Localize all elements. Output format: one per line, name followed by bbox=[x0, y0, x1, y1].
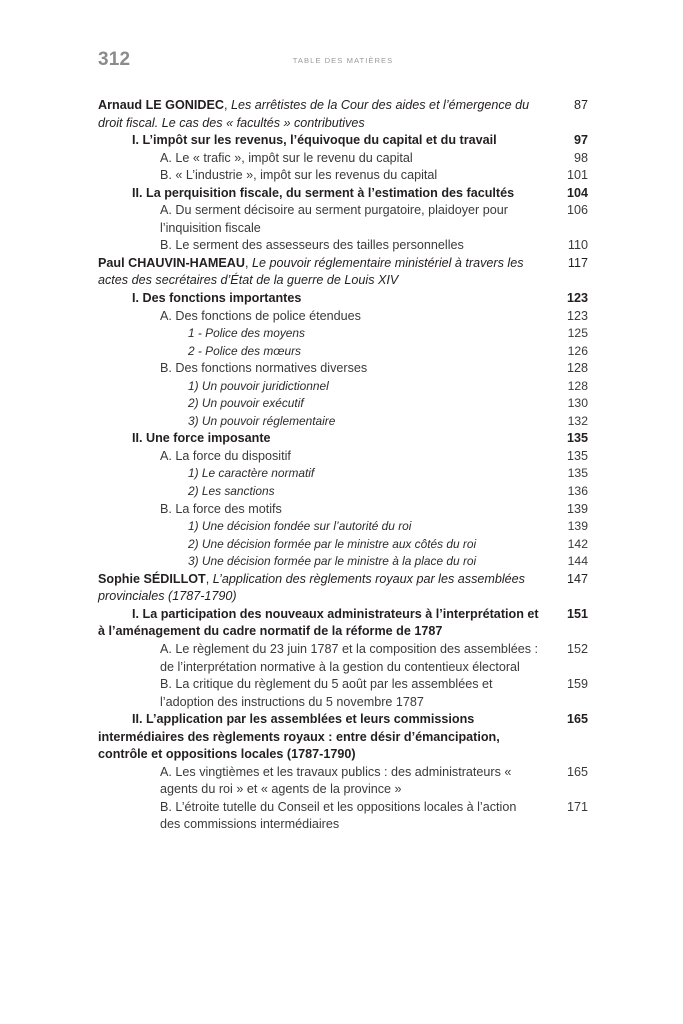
toc-section-page-number: 130 bbox=[567, 396, 588, 411]
toc-section-page-number: 135 bbox=[566, 431, 588, 446]
toc-entry-heading[interactable] bbox=[98, 255, 588, 290]
toc-entry-page-number: 87 bbox=[573, 98, 588, 112]
toc-section-page-number: 97 bbox=[573, 133, 588, 148]
toc-section-page-number: 123 bbox=[566, 291, 588, 306]
toc-section-level-3[interactable] bbox=[98, 518, 588, 536]
toc-section-page-number: 123 bbox=[566, 308, 588, 323]
toc-section-level-1[interactable] bbox=[98, 290, 588, 308]
toc-entry bbox=[98, 97, 588, 255]
toc-section-label: I. L’impôt sur les revenus, l’équivoque du capital et du travail bbox=[132, 133, 497, 148]
toc-section-level-2[interactable] bbox=[98, 150, 588, 168]
toc-section-label: A. Le règlement du 23 juin 1787 et la composition des assemblées : de l’interprétation normative à la gestion du contentieux électoral bbox=[160, 641, 539, 674]
toc-section-label: 1) Le caractère normatif bbox=[188, 466, 315, 481]
toc-section-level-1[interactable] bbox=[98, 711, 588, 764]
toc-section-page-number: 152 bbox=[566, 641, 588, 656]
toc-section-label: 3) Un pouvoir réglementaire bbox=[188, 413, 336, 428]
toc-section-page-number: 151 bbox=[566, 606, 588, 621]
toc-section-page-number: 128 bbox=[566, 361, 588, 376]
toc-section-level-3[interactable] bbox=[98, 413, 588, 431]
toc-section-level-3[interactable] bbox=[98, 483, 588, 501]
toc-section-label: 1 - Police des moyens bbox=[188, 326, 305, 341]
toc-section-label: II. L’application par les assemblées et leurs commissions intermédiaires des règlements royaux : entre désir d’émancipation, contrôle et oppositions locales (1787-1790) bbox=[98, 712, 500, 762]
toc-section-page-number: 135 bbox=[566, 448, 588, 463]
toc-section-label: II. La perquisition fiscale, du serment à l’estimation des facultés bbox=[132, 185, 515, 200]
toc-section-label: I. La participation des nouveaux administrateurs à l’interprétation et à l’aménagement du cadre normatif de la réforme de 1787 bbox=[98, 606, 539, 639]
toc-section-label: II. Une force imposante bbox=[132, 431, 271, 446]
toc-section-page-number: 135 bbox=[567, 466, 588, 481]
toc-section-page-number: 126 bbox=[567, 343, 588, 358]
toc-section-page-number: 139 bbox=[567, 519, 588, 534]
toc-section-label: A. Des fonctions de police étendues bbox=[160, 308, 361, 323]
toc-entry bbox=[98, 255, 588, 571]
toc-section-page-number: 101 bbox=[566, 168, 588, 183]
toc-section-level-3[interactable] bbox=[98, 536, 588, 554]
toc-section-label: 2) Les sanctions bbox=[188, 484, 275, 499]
toc-section-page-number: 159 bbox=[566, 677, 588, 692]
toc-section-level-3[interactable] bbox=[98, 465, 588, 483]
toc-section-label: 2) Une décision formée par le ministre aux côtés du roi bbox=[188, 536, 477, 551]
toc-section-label: A. Les vingtièmes et les travaux publics : des administrateurs « agents du roi » et « agents de la province » bbox=[160, 764, 512, 797]
toc-section-label: A. Le « trafic », impôt sur le revenu du capital bbox=[160, 150, 413, 165]
toc-entry-separator: , bbox=[244, 255, 252, 270]
toc-entry-author: Paul CHAUVIN-HAMEAU bbox=[98, 255, 245, 270]
toc-entry-separator: , bbox=[223, 98, 231, 112]
toc-section-level-2[interactable] bbox=[98, 764, 588, 799]
toc-section-label: B. Des fonctions normatives diverses bbox=[160, 361, 368, 376]
toc-section-page-number: 142 bbox=[567, 536, 588, 551]
toc-section-label: 2) Un pouvoir exécutif bbox=[188, 396, 304, 411]
toc-section-page-number: 165 bbox=[566, 764, 588, 779]
toc-section-page-number: 136 bbox=[567, 484, 588, 499]
toc-section-page-number: 165 bbox=[566, 712, 588, 727]
toc-section-page-number: 144 bbox=[567, 554, 588, 569]
toc-section-page-number: 110 bbox=[567, 238, 588, 253]
toc-section-page-number: 125 bbox=[567, 326, 588, 341]
toc-section-label: B. La critique du règlement du 5 août par les assemblées et l’adoption des instructions du 5 novembre 1787 bbox=[160, 677, 493, 709]
toc-section-label: 1) Un pouvoir juridictionnel bbox=[188, 378, 329, 393]
toc-section-level-1[interactable] bbox=[98, 132, 588, 150]
toc-section-page-number: 106 bbox=[566, 203, 588, 218]
toc-section-page-number: 139 bbox=[566, 501, 588, 516]
toc-section-level-2[interactable] bbox=[98, 641, 588, 676]
toc-section-label: 1) Une décision fondée sur l’autorité du roi bbox=[188, 519, 412, 534]
toc-section-level-2[interactable] bbox=[98, 167, 588, 185]
toc-entry-author: Arnaud LE GONIDEC bbox=[98, 98, 224, 112]
toc-section-level-2[interactable] bbox=[98, 799, 588, 834]
toc-entry-separator: , bbox=[205, 571, 213, 586]
toc-section-label: B. Le serment des assesseurs des tailles personnelles bbox=[160, 238, 464, 253]
toc-section-page-number: 104 bbox=[566, 185, 588, 200]
toc-section-level-2[interactable] bbox=[98, 308, 588, 326]
toc-entry-title: Le pouvoir réglementaire ministériel à travers les actes des secrétaires d’État de la guerre de Louis XIV bbox=[98, 255, 524, 288]
toc-section-page-number: 171 bbox=[566, 799, 588, 814]
toc-entry bbox=[98, 571, 588, 834]
toc-entry-author: Sophie SÉDILLOT bbox=[98, 571, 206, 586]
toc-section-page-number: 128 bbox=[567, 378, 588, 393]
toc-section-level-2[interactable] bbox=[98, 448, 588, 466]
toc-section-label: B. La force des motifs bbox=[160, 501, 282, 516]
toc-section-level-2[interactable] bbox=[98, 360, 588, 378]
toc-section-label: B. L’étroite tutelle du Conseil et les oppositions locales à l’action des commissions intermédiaires bbox=[160, 799, 517, 832]
toc-entry-title: L’application des règlements royaux par les assemblées provinciales (1787-1790) bbox=[98, 571, 525, 604]
toc-section-level-3[interactable] bbox=[98, 325, 588, 343]
toc-section-label: B. « L’industrie », impôt sur les revenus du capital bbox=[160, 168, 438, 183]
toc-section-level-1[interactable] bbox=[98, 430, 588, 448]
toc-section-level-2[interactable] bbox=[98, 501, 588, 519]
toc-section-level-2[interactable] bbox=[98, 676, 588, 711]
toc-section-label: A. La force du dispositif bbox=[160, 448, 291, 463]
toc-entry-page-number: 117 bbox=[567, 255, 588, 270]
toc-section-level-3[interactable] bbox=[98, 378, 588, 396]
toc-entry-page-number: 147 bbox=[566, 571, 588, 586]
toc-section-label: 3) Une décision formée par le ministre à la place du roi bbox=[188, 554, 477, 569]
toc-section-level-1[interactable] bbox=[98, 606, 588, 641]
toc-section-level-2[interactable] bbox=[98, 237, 588, 255]
page-number: 312 bbox=[98, 49, 131, 70]
toc-entry-title: Les arrêtistes de la Cour des aides et l’émergence du droit fiscal. Le cas des « facultés » contributives bbox=[98, 98, 530, 130]
toc-section-label: A. Du serment décisoire au serment purgatoire, plaidoyer pour l’inquisition fiscale bbox=[160, 203, 508, 235]
toc-section-label: 2 - Police des mœurs bbox=[188, 343, 301, 358]
running-head-title: TABLE DES MATIÈRES bbox=[292, 56, 394, 65]
running-head bbox=[98, 49, 588, 75]
toc-section-level-3[interactable] bbox=[98, 343, 588, 361]
toc-section-level-2[interactable] bbox=[98, 202, 588, 237]
toc-section-page-number: 98 bbox=[573, 150, 588, 165]
toc-section-level-3[interactable] bbox=[98, 395, 588, 413]
toc-section-label: I. Des fonctions importantes bbox=[132, 291, 302, 306]
toc-section-level-3[interactable] bbox=[98, 553, 588, 571]
table-of-contents bbox=[98, 97, 588, 834]
toc-entry-heading[interactable] bbox=[98, 571, 588, 606]
toc-entry-heading[interactable] bbox=[98, 97, 588, 132]
toc-section-page-number: 132 bbox=[567, 413, 588, 428]
toc-section-level-1[interactable] bbox=[98, 185, 588, 203]
